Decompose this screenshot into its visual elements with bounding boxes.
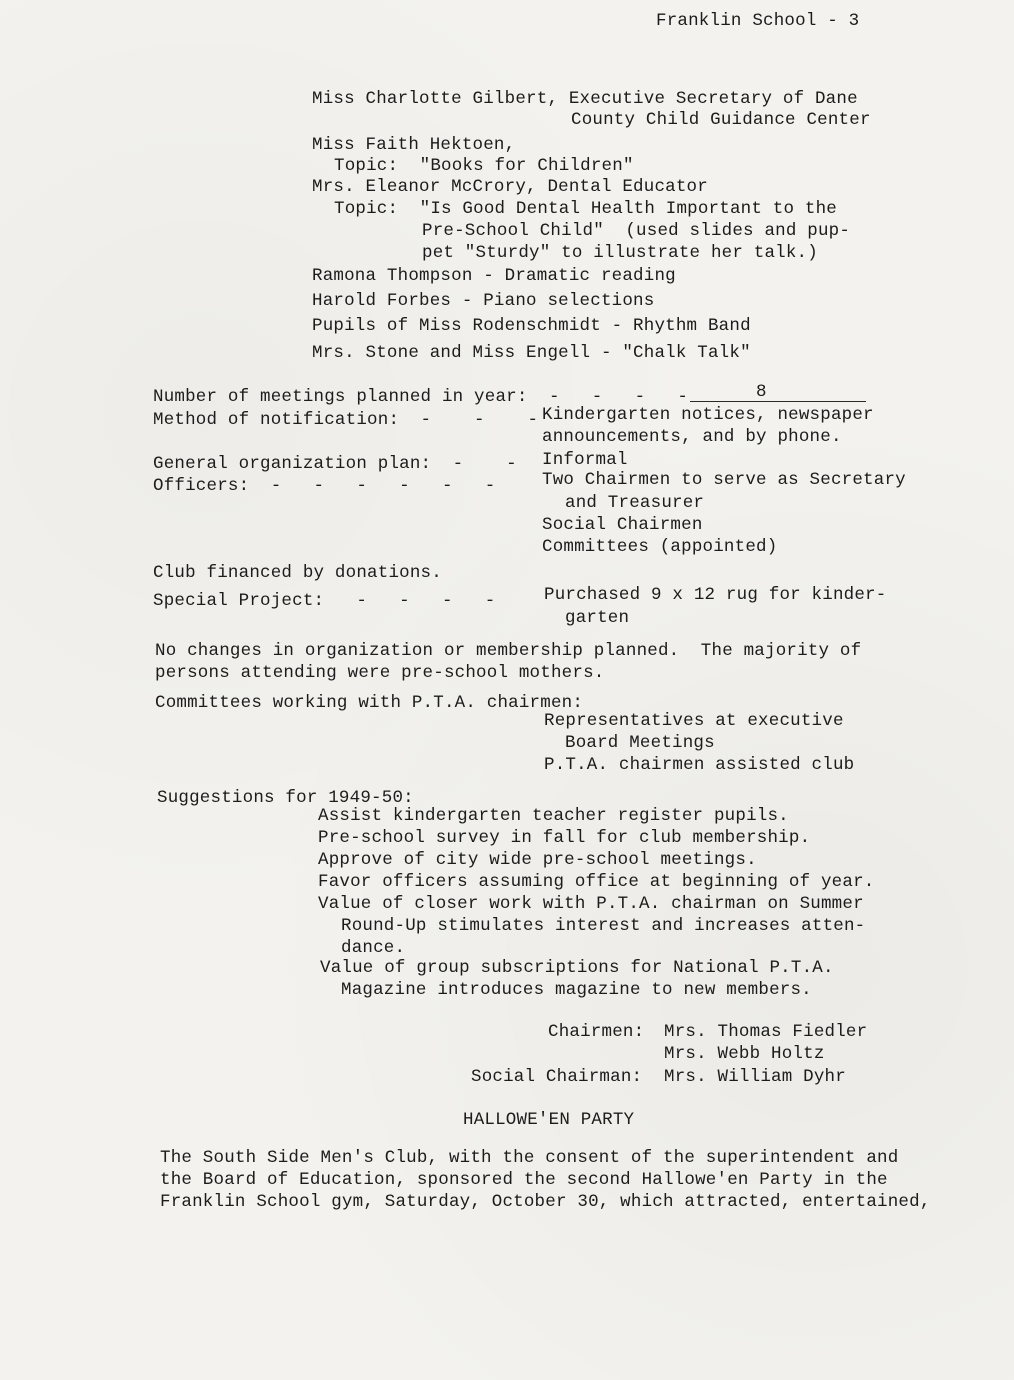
notes-line: persons attending were pre-school mothers. [155, 663, 605, 683]
notification-label: Method of notification: - - - [153, 410, 539, 430]
chairmen-name: Mrs. Thomas Fiedler [664, 1022, 868, 1042]
notification-value: Kindergarten notices, newspaper [542, 405, 874, 425]
financed-line: Club financed by donations. [153, 563, 442, 583]
program-line: Mrs. Eleanor McCrory, Dental Educator [312, 177, 708, 197]
program-line: Topic: "Is Good Dental Health Important to the [334, 199, 837, 219]
notes-line: No changes in organization or membership planned. The majority of [155, 641, 862, 661]
officers-value: Social Chairmen [542, 515, 703, 535]
program-line: Harold Forbes - Piano selections [312, 291, 655, 311]
program-line: Ramona Thompson - Dramatic reading [312, 266, 676, 286]
paragraph-line: the Board of Education, sponsored the second Hallowe'en Party in the [160, 1170, 888, 1190]
organization-label: General organization plan: - - [153, 454, 517, 474]
suggestion-item: Round-Up stimulates interest and increases atten- [341, 916, 866, 936]
chairmen-label: Chairmen: [548, 1022, 645, 1042]
suggestion-item: Value of closer work with P.T.A. chairman on Summer [318, 894, 864, 914]
suggestion-item: dance. [341, 938, 406, 958]
suggestion-item: Value of group subscriptions for National P.T.A. [320, 958, 834, 978]
program-line: Miss Faith Hektoen, [312, 135, 516, 155]
program-line: Mrs. Stone and Miss Engell - "Chalk Talk" [312, 343, 751, 363]
social-chairman-label: Social Chairman: [471, 1067, 643, 1087]
suggestion-item: Approve of city wide pre-school meetings. [318, 850, 757, 870]
program-line: Topic: "Books for Children" [334, 156, 634, 176]
meetings-label: Number of meetings planned in year: - - - - [153, 387, 689, 407]
suggestion-item: Pre-school survey in fall for club membership. [318, 828, 811, 848]
program-line: County Child Guidance Center [571, 110, 871, 130]
paragraph-line: The South Side Men's Club, with the consent of the superintendent and [160, 1148, 899, 1168]
section-heading: HALLOWE'EN PARTY [463, 1110, 635, 1130]
suggestion-item: Assist kindergarten teacher register pupils. [318, 806, 789, 826]
program-line: Miss Charlotte Gilbert, Executive Secretary of Dane [312, 89, 858, 109]
organization-value: Informal [542, 450, 628, 470]
suggestion-item: Favor officers assuming office at beginning of year. [318, 872, 875, 892]
officers-value: Committees (appointed) [542, 537, 778, 557]
committees-item: P.T.A. chairmen assisted club [544, 755, 855, 775]
officers-label: Officers: - - - - - - [153, 476, 496, 496]
social-chairman-name: Mrs. William Dyhr [664, 1067, 846, 1087]
notification-value: announcements, and by phone. [542, 427, 842, 447]
officers-value: and Treasurer [565, 493, 705, 513]
suggestions-label: Suggestions for 1949-50: [157, 788, 414, 808]
committees-item: Board Meetings [565, 733, 715, 753]
meetings-underline [690, 401, 866, 402]
project-value: Purchased 9 x 12 rug for kinder- [544, 585, 887, 605]
program-line: pet "Sturdy" to illustrate her talk.) [422, 243, 818, 263]
committees-item: Representatives at executive [544, 711, 844, 731]
paragraph-line: Franklin School gym, Saturday, October 30, which attracted, entertained, [160, 1192, 931, 1212]
running-header: Franklin School - 3 [656, 11, 860, 31]
meetings-value: 8 [756, 382, 767, 402]
officers-value: Two Chairmen to serve as Secretary [542, 470, 906, 490]
committees-label: Committees working with P.T.A. chairmen: [155, 693, 584, 713]
project-label: Special Project: - - - - [153, 591, 496, 611]
project-value: garten [565, 608, 630, 628]
program-line: Pupils of Miss Rodenschmidt - Rhythm Band [312, 316, 751, 336]
program-line: Pre-School Child" (used slides and pup- [422, 221, 851, 241]
suggestion-item: Magazine introduces magazine to new members. [341, 980, 812, 1000]
chairmen-name: Mrs. Webb Holtz [664, 1044, 825, 1064]
